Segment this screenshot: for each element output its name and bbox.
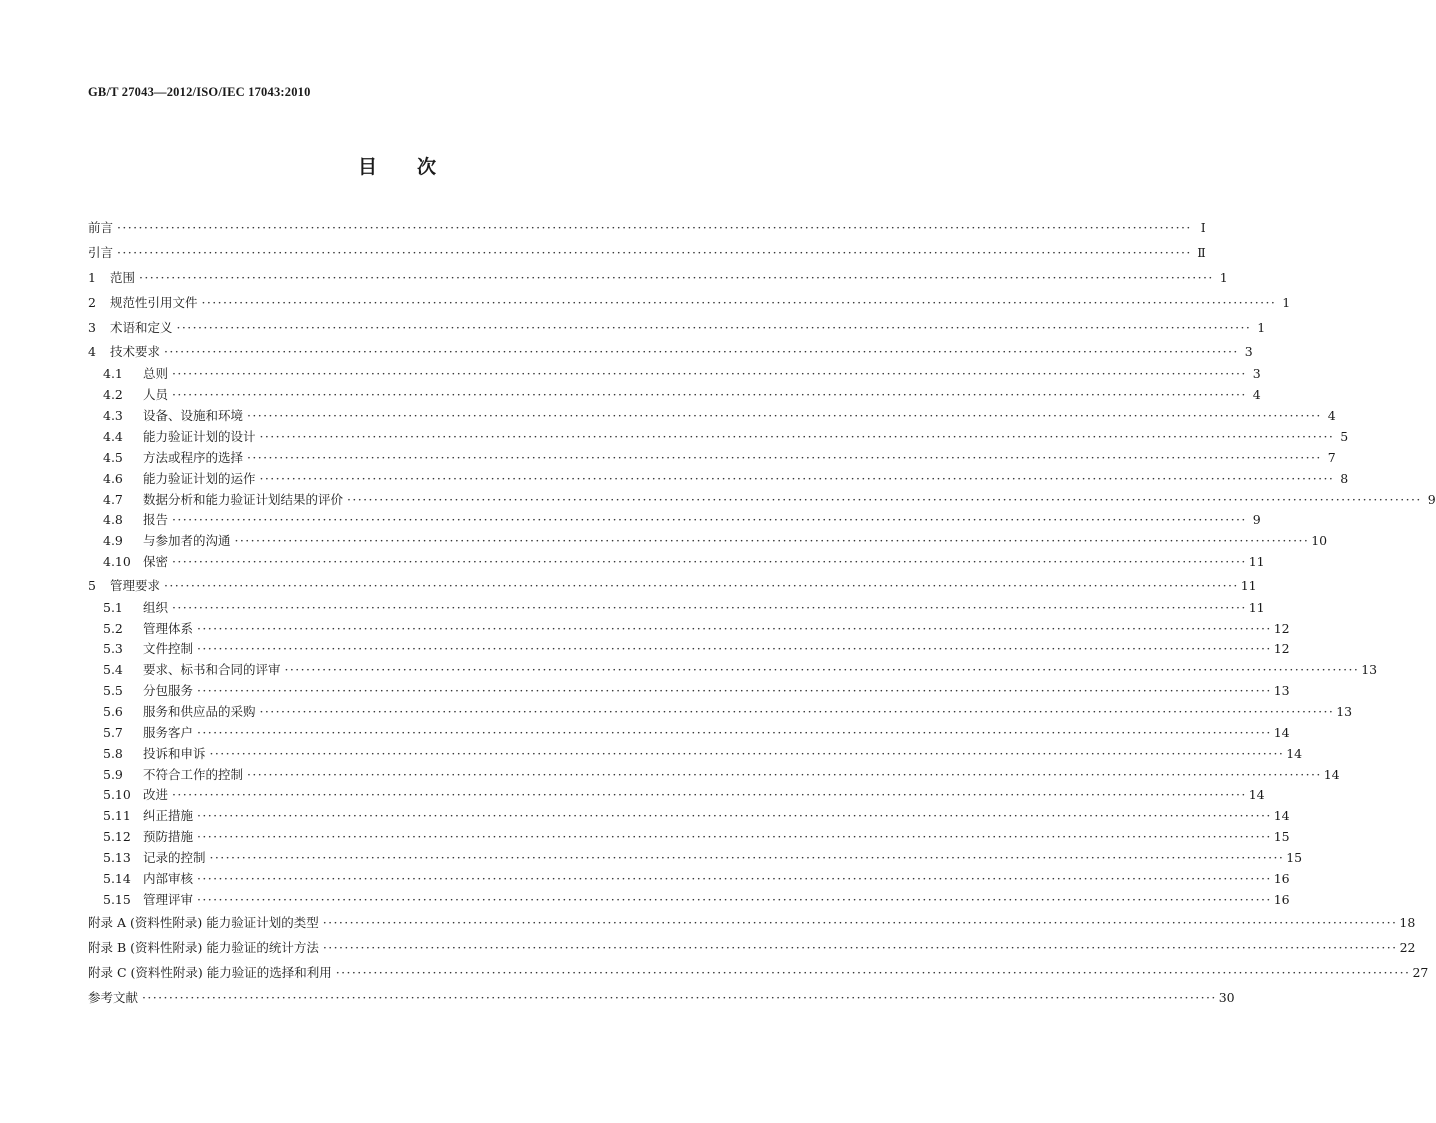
toc-entry-number: 5.5 — [103, 683, 123, 699]
toc-entry[interactable] — [88, 266, 1228, 286]
toc-dot-leader: ········································································································································································································ — [172, 387, 1247, 403]
toc-entry-number: 5.15 — [103, 891, 131, 907]
toc-dot-leader: ········································································································································································································ — [347, 491, 1422, 507]
toc-entry[interactable] — [88, 449, 1336, 466]
toc-entry-page: 11 — [1248, 599, 1265, 615]
toc-entry[interactable] — [88, 241, 1206, 261]
toc-entry-page: 15 — [1273, 829, 1290, 845]
toc-entry-label: 管理体系 — [143, 620, 194, 636]
toc-entry[interactable] — [88, 936, 1416, 956]
toc-entry-number: 2 — [88, 294, 96, 310]
toc-entry-page: 30 — [1218, 990, 1235, 1005]
toc-dot-leader: ········································································································································································································ — [197, 620, 1272, 636]
toc-entry-page: 14 — [1286, 745, 1303, 761]
toc-entry-label: 参考文献 — [88, 990, 139, 1005]
toc-entry[interactable] — [88, 216, 1206, 236]
toc-dot-leader: ········································································································································································································ — [335, 965, 1411, 981]
toc-dot-leader: ········································································································································································································ — [172, 554, 1247, 570]
toc-entry[interactable] — [88, 786, 1265, 803]
toc-entry[interactable] — [88, 340, 1253, 360]
toc-entry-label: 技术要求 — [110, 344, 161, 360]
toc-entry-page: 14 — [1273, 808, 1290, 824]
toc-entry-number: 5.11 — [103, 808, 131, 824]
toc-entry-page: 3 — [1252, 366, 1261, 382]
toc-entry-label: 分包服务 — [143, 683, 194, 699]
toc-entry-number: 4.4 — [103, 428, 123, 444]
toc-entry-page: 4 — [1252, 387, 1261, 403]
toc-entry[interactable] — [88, 532, 1328, 549]
toc-dot-leader: ········································································································································································································ — [209, 745, 1285, 761]
toc-entry-label: 数据分析和能力验证计划结果的评价 — [143, 491, 344, 507]
toc-dot-leader: ········································································································································································································ — [201, 294, 1277, 310]
toc-dot-leader: ········································································································································································································ — [247, 408, 1322, 424]
toc-entry-label: 内部审核 — [143, 870, 194, 886]
toc-entry-label: 纠正措施 — [143, 808, 194, 824]
page-title: 目次 — [357, 156, 476, 178]
toc-dot-leader: ········································································································································································································ — [197, 808, 1272, 824]
toc-entry-label: 范围 — [110, 269, 136, 285]
toc-entry-label: 与参加者的沟通 — [143, 533, 231, 549]
table-of-contents — [88, 216, 1436, 1011]
toc-dot-leader: ········································································································································································································ — [197, 870, 1272, 886]
toc-entry-label: 预防措施 — [143, 829, 194, 845]
toc-dot-leader: ········································································································································································································ — [197, 829, 1272, 845]
toc-entry-page: 1 — [1282, 294, 1291, 310]
toc-entry[interactable] — [88, 828, 1290, 845]
toc-entry-label: 前言 — [88, 220, 114, 235]
toc-entry-page: 11 — [1248, 554, 1265, 570]
toc-entry-label: 不符合工作的控制 — [143, 766, 244, 782]
toc-entry-number: 4.6 — [103, 470, 123, 486]
toc-entry-page: 27 — [1412, 965, 1429, 981]
toc-entry-label: 投诉和申诉 — [143, 745, 206, 761]
toc-entry-page: 22 — [1399, 940, 1416, 956]
toc-entry-number: 5.8 — [103, 745, 123, 761]
toc-entry-number: 5.12 — [103, 829, 131, 845]
toc-dot-leader: ········································································································································································································ — [164, 577, 1239, 593]
toc-entry-number: 5.13 — [103, 849, 131, 865]
toc-entry-label: 组织 — [143, 599, 169, 615]
toc-entry-page: 10 — [1311, 533, 1328, 549]
toc-dot-leader: ········································································································································································································ — [139, 269, 1214, 285]
toc-entry-label: 设备、设施和环境 — [143, 408, 244, 424]
toc-entry-page: 1 — [1257, 319, 1266, 335]
toc-entry[interactable] — [88, 849, 1303, 866]
toc-entry-number: 4.8 — [103, 512, 123, 528]
toc-entry-number: 4.1 — [103, 366, 123, 382]
toc-entry-label: 改进 — [143, 787, 169, 803]
toc-entry[interactable] — [88, 745, 1303, 762]
toc-entry[interactable] — [88, 470, 1349, 487]
toc-entry-number: 5.3 — [103, 641, 123, 657]
toc-dot-leader: ········································································································································································································ — [172, 787, 1247, 803]
toc-entry-page: 5 — [1340, 428, 1349, 444]
toc-entry-page: 7 — [1327, 449, 1336, 465]
toc-entry-label: 规范性引用文件 — [110, 294, 198, 310]
toc-entry[interactable] — [88, 620, 1290, 637]
toc-entry-number: 4.3 — [103, 408, 123, 424]
toc-entry-label: 管理评审 — [143, 891, 194, 907]
toc-entry-number: 4.10 — [103, 554, 131, 570]
toc-entry-label: 要求、标书和合同的评审 — [143, 662, 281, 678]
toc-entry[interactable] — [88, 703, 1353, 720]
toc-entry[interactable] — [88, 724, 1290, 741]
toc-entry-number: 5.2 — [103, 620, 123, 636]
toc-entry[interactable] — [88, 599, 1265, 616]
toc-dot-leader: ········································································································································································································ — [197, 641, 1272, 657]
toc-entry-number: 5.10 — [103, 787, 131, 803]
toc-dot-leader: ········································································································································································································ — [322, 940, 1398, 956]
toc-dot-leader: ········································································································································································································ — [322, 915, 1398, 931]
toc-entry-number: 5.7 — [103, 724, 123, 740]
toc-dot-leader: ········································································································································································································ — [284, 662, 1360, 678]
toc-dot-leader: ········································································································································································································ — [259, 428, 1335, 444]
toc-entry-label: 附录 C (资料性附录) 能力验证的选择和利用 — [88, 965, 332, 981]
toc-entry[interactable] — [88, 986, 1235, 1006]
toc-entry-page: 1 — [1219, 269, 1228, 285]
document-identifier: GB/T 27043—2012/ISO/IEC 17043:2010 — [88, 85, 311, 99]
toc-entry[interactable] — [88, 682, 1290, 699]
toc-dot-leader: ········································································································································································································ — [172, 599, 1247, 615]
toc-dot-leader: ········································································································································································································ — [176, 319, 1252, 335]
toc-entry-page: 14 — [1273, 724, 1290, 740]
toc-entry[interactable] — [88, 961, 1429, 981]
toc-entry[interactable] — [88, 428, 1349, 445]
toc-entry-number: 4.9 — [103, 533, 123, 549]
toc-entry-page: 3 — [1244, 344, 1253, 360]
toc-entry-label: 附录 B (资料性附录) 能力验证的统计方法 — [88, 940, 319, 956]
toc-entry-page: Ⅰ — [1200, 220, 1206, 235]
toc-entry-page: 15 — [1286, 849, 1303, 865]
toc-entry[interactable] — [88, 407, 1336, 424]
toc-entry-label: 能力验证计划的运作 — [143, 470, 256, 486]
toc-entry[interactable] — [88, 765, 1340, 782]
toc-entry-page: 9 — [1252, 512, 1261, 528]
toc-entry-label: 术语和定义 — [110, 319, 173, 335]
toc-entry-label: 管理要求 — [110, 577, 161, 593]
toc-dot-leader: ········································································································································································································ — [259, 470, 1335, 486]
toc-dot-leader: ········································································································································································································ — [247, 766, 1322, 782]
toc-entry-number: 3 — [88, 319, 96, 335]
toc-entry[interactable] — [88, 890, 1290, 907]
toc-entry[interactable] — [88, 640, 1290, 657]
toc-entry[interactable] — [88, 511, 1261, 528]
toc-dot-leader: ········································································································································································································ — [197, 891, 1272, 907]
toc-entry-label: 保密 — [143, 554, 169, 570]
toc-entry-number: 1 — [88, 269, 96, 285]
toc-dot-leader: ········································································································································································································ — [117, 244, 1192, 260]
toc-entry[interactable] — [88, 807, 1290, 824]
toc-entry-label: 能力验证计划的设计 — [143, 428, 256, 444]
toc-dot-leader: ········································································································································································································ — [247, 449, 1322, 465]
toc-entry-page: 16 — [1273, 870, 1290, 886]
toc-entry-page: 13 — [1273, 683, 1290, 699]
toc-dot-leader: ········································································································································································································ — [259, 703, 1335, 719]
toc-entry-number: 5 — [88, 577, 96, 593]
toc-dot-leader: ········································································································································································································ — [117, 220, 1192, 235]
toc-entry-page: 11 — [1240, 577, 1257, 593]
toc-entry-label: 总则 — [143, 366, 169, 382]
toc-entry[interactable] — [88, 553, 1265, 570]
toc-dot-leader: ········································································································································································································ — [197, 683, 1272, 699]
toc-entry-page: 12 — [1273, 641, 1290, 657]
toc-dot-leader: ········································································································································································································ — [209, 849, 1285, 865]
toc-entry-label: 附录 A (资料性附录) 能力验证计划的类型 — [88, 915, 319, 931]
toc-entry[interactable] — [88, 316, 1266, 336]
toc-entry-label: 服务和供应品的采购 — [143, 703, 256, 719]
toc-entry[interactable] — [88, 291, 1291, 311]
toc-dot-leader: ········································································································································································································ — [172, 366, 1247, 382]
toc-entry-number: 4.2 — [103, 387, 123, 403]
toc-entry-number: 4.7 — [103, 491, 123, 507]
toc-dot-leader: ········································································································································································································ — [197, 724, 1272, 740]
toc-entry-page: 12 — [1273, 620, 1290, 636]
toc-dot-leader: ········································································································································································································ — [234, 533, 1310, 549]
toc-dot-leader: ········································································································································································································ — [142, 990, 1217, 1005]
toc-entry-page: 14 — [1323, 766, 1340, 782]
toc-entry-page: 16 — [1273, 891, 1290, 907]
toc-dot-leader: ········································································································································································································ — [172, 512, 1247, 528]
toc-entry-label: 人员 — [143, 387, 169, 403]
toc-entry-number: 4 — [88, 344, 96, 360]
toc-entry-number: 5.6 — [103, 703, 123, 719]
toc-dot-leader: ········································································································································································································ — [164, 344, 1239, 360]
toc-entry-page: 13 — [1336, 703, 1353, 719]
toc-entry-page: 14 — [1248, 787, 1265, 803]
toc-entry[interactable] — [88, 386, 1261, 403]
toc-entry[interactable] — [88, 490, 1436, 507]
toc-entry-label: 文件控制 — [143, 641, 194, 657]
toc-entry-label: 引言 — [88, 244, 114, 260]
toc-entry-number: 5.1 — [103, 599, 123, 615]
toc-entry-page: 18 — [1399, 915, 1416, 931]
toc-entry[interactable] — [88, 365, 1261, 382]
toc-entry[interactable] — [88, 911, 1416, 931]
toc-entry-number: 5.9 — [103, 766, 123, 782]
toc-entry-page: Ⅱ — [1197, 244, 1206, 260]
toc-entry-page: 4 — [1327, 408, 1336, 424]
toc-entry-label: 报告 — [143, 512, 169, 528]
toc-entry-page: 9 — [1427, 491, 1436, 507]
toc-entry-number: 5.4 — [103, 662, 123, 678]
toc-entry[interactable] — [88, 870, 1290, 887]
toc-entry-number: 4.5 — [103, 449, 123, 465]
toc-entry-label: 方法或程序的选择 — [143, 449, 244, 465]
toc-entry-label: 服务客户 — [143, 724, 194, 740]
toc-entry-label: 记录的控制 — [143, 849, 206, 865]
toc-entry-page: 13 — [1361, 662, 1378, 678]
toc-entry-number: 5.14 — [103, 870, 131, 886]
toc-entry[interactable] — [88, 661, 1378, 678]
toc-entry[interactable] — [88, 574, 1257, 594]
toc-entry-page: 8 — [1340, 470, 1349, 486]
